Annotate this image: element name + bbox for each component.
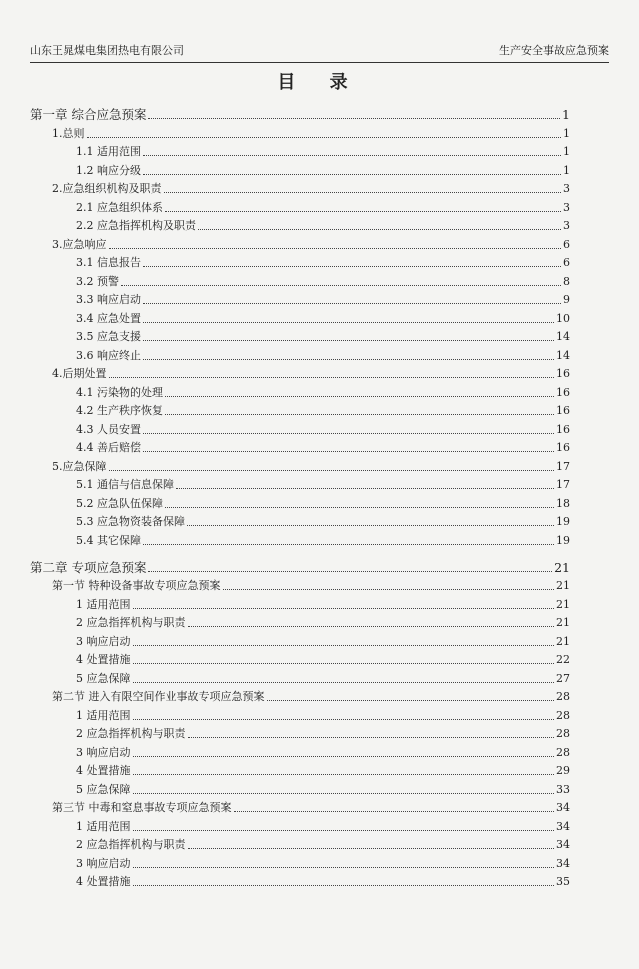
dot-leader	[165, 414, 554, 415]
dot-leader	[165, 211, 561, 212]
toc-entry	[30, 529, 570, 548]
toc-entry	[30, 778, 570, 797]
toc-entry-label: 5.2 应急队伍保障	[76, 496, 163, 510]
toc-entry-label: 4.4 善后赔偿	[76, 441, 141, 454]
dot-leader	[109, 470, 555, 471]
toc-entry-label: 3.5 应急支援	[76, 330, 141, 343]
toc-entry-label: 4.后期处置	[52, 367, 107, 380]
toc-entry-label: 3.4 应急处置	[76, 311, 141, 325]
toc-entry-page-number: 17	[556, 459, 570, 473]
toc-entry-label: 3 响应启动	[76, 634, 131, 648]
toc-entry	[30, 178, 570, 197]
toc-entry-label: 1 适用范围	[76, 708, 131, 722]
dot-leader	[165, 507, 554, 508]
toc-entry-label: 第一节 特种设备事故专项应急预案	[52, 579, 221, 592]
toc-entry-page-number: 14	[556, 330, 570, 343]
dot-leader	[143, 433, 554, 434]
toc-entry-page-number: 17	[556, 478, 570, 491]
dot-leader	[148, 118, 560, 119]
toc-entry	[30, 326, 570, 345]
toc-entry-label: 4 处置措施	[76, 764, 131, 777]
dot-leader	[133, 774, 555, 775]
toc-entry-label: 2.1 应急组织体系	[76, 200, 163, 214]
toc-entry-label: 第二节 进入有限空间作业事故专项应急预案	[52, 690, 265, 703]
toc-entry-label: 2.应急组织机构及职责	[52, 182, 162, 195]
dot-leader	[87, 137, 562, 138]
toc-entry-page-number: 3	[563, 200, 570, 214]
toc-entry-label: 3 响应启动	[76, 856, 131, 870]
toc-entry	[30, 815, 570, 834]
toc-entry-label: 1 适用范围	[76, 597, 131, 611]
dot-leader	[143, 155, 561, 156]
toc-entry-page-number: 28	[556, 690, 570, 703]
toc-entry-label: 第二章 专项应急预案	[30, 559, 147, 575]
dot-leader	[133, 645, 555, 646]
dot-leader	[188, 848, 555, 849]
toc-entry	[30, 760, 570, 779]
toc-entry-page-number: 33	[556, 782, 570, 796]
toc-entry-label: 4.2 生产秩序恢复	[76, 404, 163, 417]
toc-entry-page-number: 16	[556, 404, 570, 417]
toc-entry-page-number: 16	[556, 385, 570, 399]
toc-entry-page-number: 34	[556, 838, 570, 851]
toc-entry	[30, 704, 570, 723]
dot-leader	[148, 571, 552, 572]
dot-leader	[133, 682, 555, 683]
toc-entry-label: 5.1 通信与信息保障	[76, 478, 174, 491]
dot-leader	[109, 377, 555, 378]
toc-entry	[30, 511, 570, 530]
toc-entry-page-number: 34	[556, 856, 570, 870]
header-doc-title: 生产安全事故应急预案	[499, 44, 609, 57]
toc-entry	[30, 363, 570, 382]
toc-entry-page-number: 28	[556, 708, 570, 722]
toc-entry-page-number: 21	[556, 616, 570, 629]
toc-entry	[30, 667, 570, 686]
toc-entry-label: 第一章 综合应急预案	[30, 107, 147, 122]
toc-entry-page-number: 16	[556, 441, 570, 454]
toc-entry-page-number: 8	[563, 274, 570, 288]
toc-entry	[30, 455, 570, 474]
toc-entry-page-number: 22	[556, 653, 570, 666]
dot-leader	[109, 248, 562, 249]
dot-leader	[198, 229, 561, 230]
toc-entry-label: 5 应急保障	[76, 782, 131, 796]
toc-entry-page-number: 16	[556, 422, 570, 436]
toc-entry-label: 1.2 响应分级	[76, 163, 141, 177]
toc-entry	[30, 492, 570, 511]
toc-entry-label: 1 适用范围	[76, 819, 131, 833]
toc-entry-page-number: 28	[556, 745, 570, 759]
toc-entry	[30, 215, 570, 234]
toc-entry-label: 2 应急指挥机构与职责	[76, 727, 186, 740]
toc-entry	[30, 630, 570, 649]
dot-leader	[223, 589, 555, 590]
table-of-contents	[30, 103, 570, 889]
toc-entry-page-number: 29	[556, 764, 570, 777]
toc-entry-label: 3.3 响应启动	[76, 293, 141, 306]
dot-leader	[133, 608, 555, 609]
toc-entry-page-number: 6	[563, 256, 570, 269]
toc-entry-label: 3.应急响应	[52, 237, 107, 251]
toc-entry-page-number: 14	[556, 348, 570, 362]
dot-leader	[143, 451, 554, 452]
toc-entry-label: 2 应急指挥机构与职责	[76, 616, 186, 629]
toc-entry-label: 4.1 污染物的处理	[76, 385, 163, 399]
toc-entry-label: 3.2 预警	[76, 274, 119, 288]
toc-entry-page-number: 21	[556, 634, 570, 648]
dot-leader	[121, 285, 561, 286]
dot-leader	[143, 359, 554, 360]
header-company: 山东王晁煤电集团热电有限公司	[30, 44, 184, 57]
toc-entry-label: 1.总则	[52, 126, 85, 140]
toc-entry	[30, 159, 570, 178]
toc-entry	[30, 233, 570, 252]
toc-entry	[30, 400, 570, 419]
dot-leader	[133, 885, 555, 886]
toc-entry-page-number: 16	[556, 367, 570, 380]
toc-entry-label: 2 应急指挥机构与职责	[76, 838, 186, 851]
toc-entry-label: 2.2 应急指挥机构及职责	[76, 219, 196, 232]
toc-entry-page-number: 21	[554, 559, 570, 575]
toc-entry	[30, 437, 570, 456]
toc-entry-page-number: 1	[562, 107, 570, 122]
toc-entry-page-number: 27	[556, 671, 570, 685]
toc-entry-page-number: 9	[563, 293, 570, 306]
toc-entry	[30, 474, 570, 493]
toc-entry-label: 5.应急保障	[52, 459, 107, 473]
toc-entry-page-number: 19	[556, 515, 570, 528]
toc-entry	[30, 852, 570, 871]
toc-chapter-entry	[30, 556, 570, 575]
dot-leader	[143, 266, 561, 267]
toc-entry-label: 4.3 人员安置	[76, 422, 141, 436]
toc-entry	[30, 381, 570, 400]
toc-entry	[30, 575, 570, 594]
toc-entry	[30, 270, 570, 289]
dot-leader	[165, 396, 554, 397]
dot-leader	[143, 174, 561, 175]
toc-entry-page-number: 3	[563, 182, 570, 195]
toc-entry-label: 第三节 中毒和窒息事故专项应急预案	[52, 801, 232, 814]
toc-entry-page-number: 34	[556, 819, 570, 833]
page-title: 目 录	[277, 72, 362, 93]
toc-entry	[30, 723, 570, 742]
page-header	[30, 40, 609, 63]
dot-leader	[133, 663, 555, 664]
toc-entry	[30, 741, 570, 760]
dot-leader	[164, 192, 562, 193]
toc-entry-page-number: 3	[563, 219, 570, 232]
dot-leader	[143, 544, 554, 545]
toc-entry-label: 4 处置措施	[76, 653, 131, 666]
dot-leader	[133, 756, 555, 757]
toc-entry	[30, 196, 570, 215]
toc-entry-label: 4 处置措施	[76, 875, 131, 888]
dot-leader	[143, 340, 554, 341]
toc-entry	[30, 612, 570, 631]
dot-leader	[143, 322, 554, 323]
toc-entry-label: 5.3 应急物资装备保障	[76, 515, 185, 528]
toc-entry-page-number: 1	[563, 163, 570, 177]
dot-leader	[133, 830, 555, 831]
toc-entry	[30, 834, 570, 853]
toc-entry	[30, 871, 570, 890]
toc-entry-page-number: 18	[556, 496, 570, 510]
toc-entry-page-number: 35	[556, 875, 570, 888]
dot-leader	[133, 867, 555, 868]
dot-leader	[267, 700, 555, 701]
toc-entry-page-number: 1	[563, 145, 570, 158]
toc-entry-page-number: 28	[556, 727, 570, 740]
toc-entry-page-number: 10	[556, 311, 570, 325]
dot-leader	[187, 525, 554, 526]
toc-entry-label: 3 响应启动	[76, 745, 131, 759]
toc-entry	[30, 122, 570, 141]
toc-entry	[30, 593, 570, 612]
toc-entry-label: 1.1 适用范围	[76, 145, 141, 158]
toc-entry	[30, 141, 570, 160]
dot-leader	[176, 488, 554, 489]
toc-entry	[30, 418, 570, 437]
toc-entry-page-number: 34	[556, 801, 570, 814]
toc-entry-label: 3.6 响应终止	[76, 348, 141, 362]
toc-entry	[30, 649, 570, 668]
toc-entry	[30, 307, 570, 326]
toc-entry-page-number: 21	[556, 597, 570, 611]
toc-entry	[30, 797, 570, 816]
dot-leader	[133, 719, 555, 720]
toc-entry-page-number: 19	[556, 533, 570, 547]
toc-entry-label: 5.4 其它保障	[76, 533, 141, 547]
toc-entry	[30, 252, 570, 271]
toc-entry	[30, 289, 570, 308]
toc-entry-page-number: 6	[563, 237, 570, 251]
toc-entry-label: 5 应急保障	[76, 671, 131, 685]
toc-entry-label: 3.1 信息报告	[76, 256, 141, 269]
dot-leader	[234, 811, 555, 812]
dot-leader	[133, 793, 555, 794]
toc-entry-page-number: 1	[563, 126, 570, 140]
toc-entry-page-number: 21	[556, 579, 570, 592]
toc-chapter-entry	[30, 103, 570, 122]
dot-leader	[188, 626, 555, 627]
dot-leader	[188, 737, 555, 738]
toc-entry	[30, 686, 570, 705]
toc-entry	[30, 344, 570, 363]
dot-leader	[143, 303, 561, 304]
